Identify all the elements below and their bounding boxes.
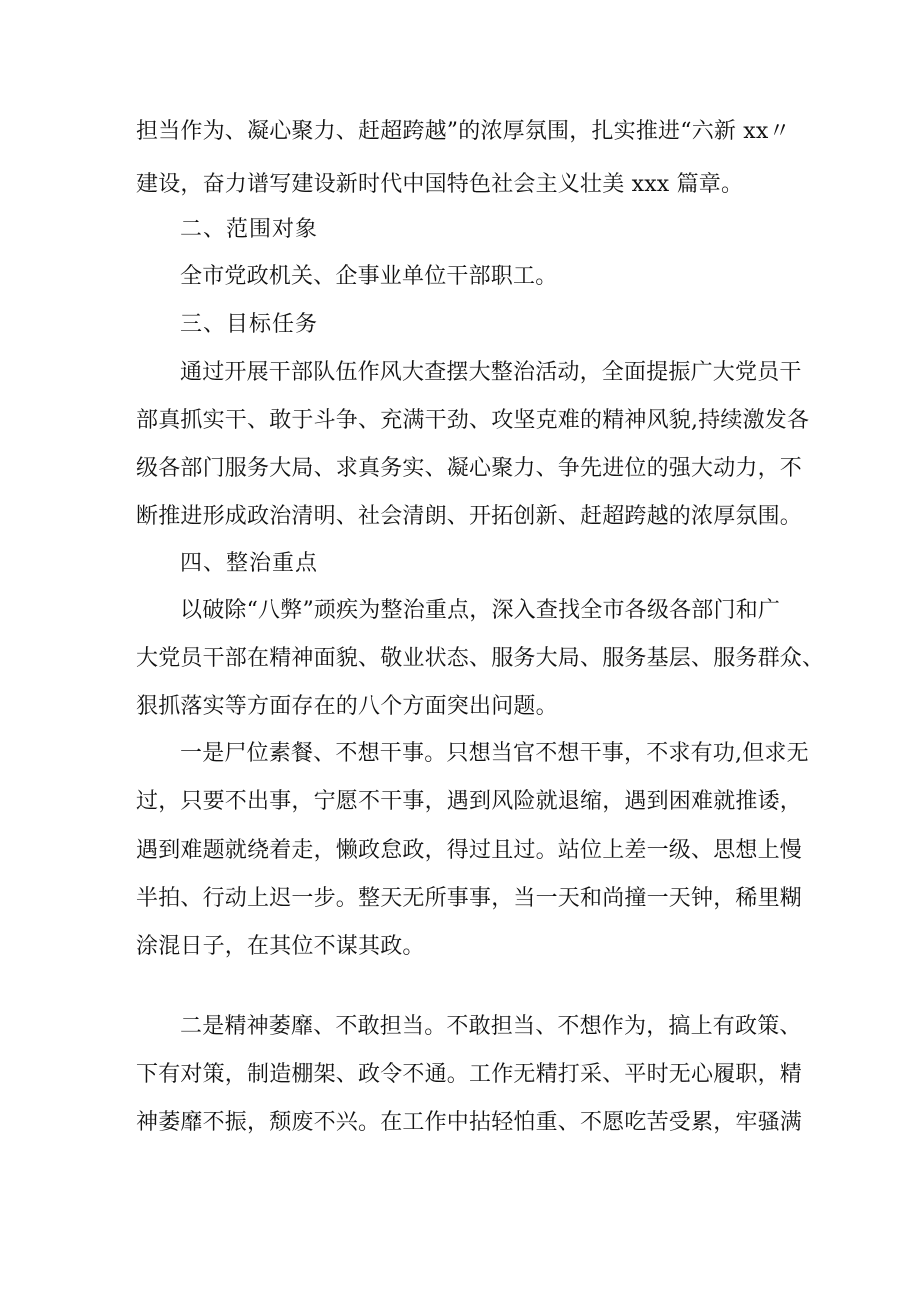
- item1-line-1: 一是尸位素餐、不想干事。只想当官不想干事，不求有功,但求无: [180, 741, 809, 766]
- item2-line-2: 下有对策，制造棚架、政令不通。工作无精打采、平时无心履职，精: [136, 1062, 803, 1087]
- section-heading-scope: 二、范围对象: [180, 217, 319, 242]
- focus-line-3: 狠抓落实等方面存在的八个方面突出问题。: [136, 694, 558, 719]
- item2-line-3: 神萎靡不振，颓废不兴。在工作中拈轻怕重、不愿吃苦受累，牢骚满: [136, 1110, 803, 1135]
- item2-line-1: 二是精神萎靡、不敢担当。不敢担当、不想作为，搞上有政策、: [180, 1014, 802, 1039]
- item1-line-5: 涂混日子，在其位不谋其政。: [136, 934, 425, 959]
- focus-line-1: 以破除“八弊”顽疾为整治重点，深入查找全市各级各部门和广: [180, 598, 781, 623]
- section-heading-goals: 三、目标任务: [180, 312, 319, 337]
- goals-line-2: 部真抓实干、敢于斗争、充满干劲、攻坚克难的精神风貌,持续激发各: [136, 408, 810, 433]
- item1-line-2: 过，只要不出事，宁愿不干事，遇到风险就退缩，遇到困难就推诿，: [136, 789, 803, 814]
- intro-line-2: 建设，奋力谱写建设新时代中国特色社会主义壮美 xxx 篇章。: [136, 172, 744, 197]
- intro-line-1: 担当作为、凝心聚力、赶超跨越”的浓厚氛围，扎实推进“六新 xx〃: [136, 119, 791, 144]
- section-heading-focus: 四、整治重点: [180, 551, 319, 576]
- item1-line-3: 遇到难题就绕着走，懒政怠政，得过且过。站位上差一级、思想上慢: [136, 838, 803, 863]
- goals-line-1: 通过开展干部队伍作风大查摆大整治活动，全面提振广大党员干: [180, 360, 802, 385]
- goals-line-3: 级各部门服务大局、求真务实、凝心聚力、争先进位的强大动力，不: [136, 456, 803, 481]
- focus-line-2: 大党员干部在精神面貌、敬业状态、服务大局、服务基层、服务群众、: [136, 646, 825, 671]
- item1-line-4: 半拍、行动上迟一步。整天无所事事，当一天和尚撞一天钟，稀里糊: [136, 886, 803, 911]
- goals-line-4: 断推进形成政治清明、社会清朗、开拓创新、赶超跨越的浓厚氛围。: [136, 504, 803, 529]
- scope-line-1: 全市党政机关、企事业单位干部职工。: [180, 264, 558, 289]
